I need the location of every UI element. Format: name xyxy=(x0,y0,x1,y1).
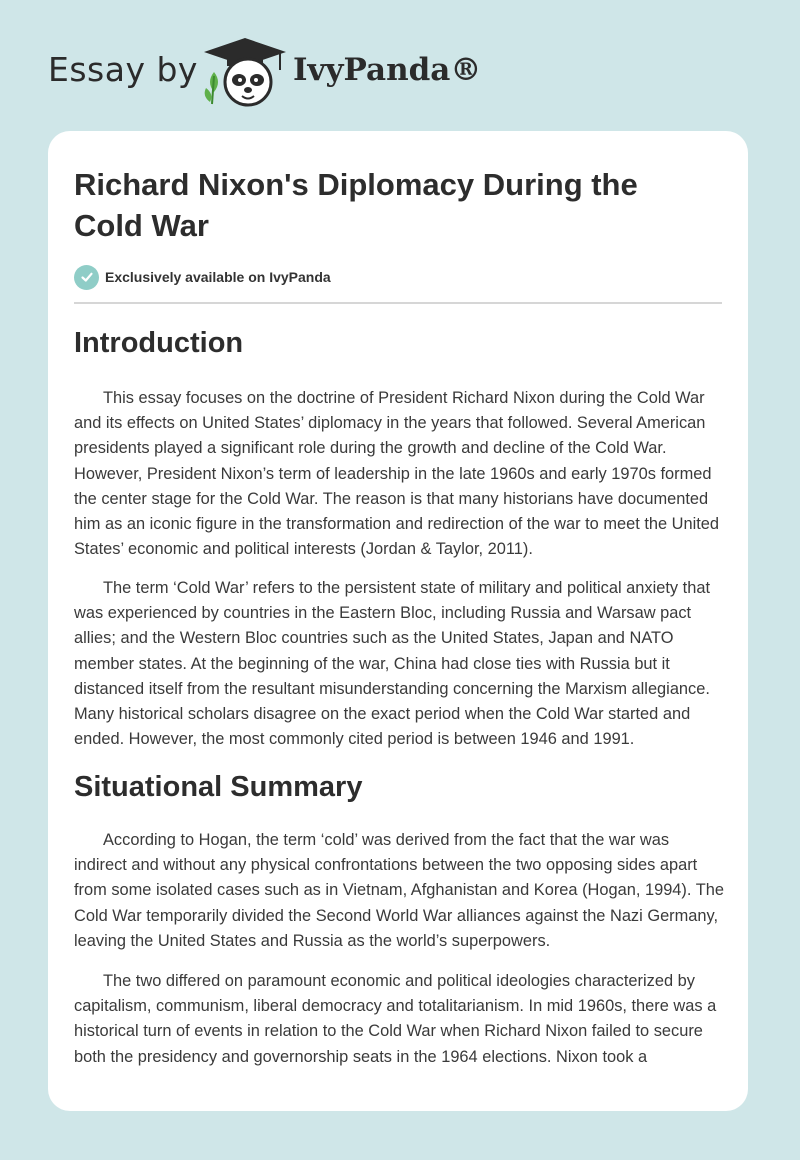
paragraph: This essay focuses on the doctrine of President Richard Nixon during the Cold War and its effects on United States’ diplomacy in the years that followed. Several American presidents played a significant role during the growth and decline of the Cold War. However, President Nixon’s term of leadership in the late 1960s and early 1970s formed the center stage for the Cold War. The reason is that many historians have documented him as an iconic figure in the transformation and redirection of the war to meet the United States’ economic and political interests (Jordan & Taylor, 2011). xyxy=(74,389,720,559)
exclusive-badge-label: Exclusively available on IvyPanda xyxy=(105,269,331,285)
paragraph: The two differed on paramount economic and political ideologies characterized by capitalism, communism, liberal democracy and totalitarianism. In mid 1960s, there was a historical turn of events in relation to the Cold War when Richard Nixon failed to secure both the presidency and governorship seats in the 1964 elections. Nixon took a xyxy=(74,972,717,1066)
section-heading: Situational Summary xyxy=(74,771,363,803)
page-title: Richard Nixon's Diplomacy During the Cold War xyxy=(74,167,638,243)
checkmark-icon xyxy=(74,265,99,290)
section-heading: Introduction xyxy=(74,327,244,359)
divider xyxy=(74,302,722,304)
exclusive-badge xyxy=(74,264,331,290)
site-header xyxy=(0,0,800,130)
essay-card xyxy=(48,131,748,1111)
panda-mascot-icon xyxy=(200,36,290,108)
paragraph: According to Hogan, the term ‘cold’ was derived from the fact that the war was indirect and without any physical confrontations between the two opposing sides apart from some isolated cases such as in Vietnam, Afghanistan and Korea (Hogan, 1994). The Cold War temporarily divided the Second World War alliances against the Nazi Germany, leaving the United States and Russia as the world’s superpowers. xyxy=(74,831,724,950)
brand-logo-text[interactable]: IvyPanda® xyxy=(293,52,482,88)
paragraph: The term ‘Cold War’ refers to the persistent state of military and political anxiety that was experienced by countries in the Eastern Bloc, including Russia and Warsaw pact allies; and the Western Bloc countries such as the United States, Japan and NATO member states. At the beginning of the war, China had close ties with Russia but it distanced itself from the resultant misunderstanding concerning the Marxism allegiance. Many historical scholars disagree on the exact period when the Cold War started and ended. However, the most commonly cited period is between 1946 and 1991. xyxy=(74,579,711,749)
essay-by-label: Essay by xyxy=(48,50,198,89)
